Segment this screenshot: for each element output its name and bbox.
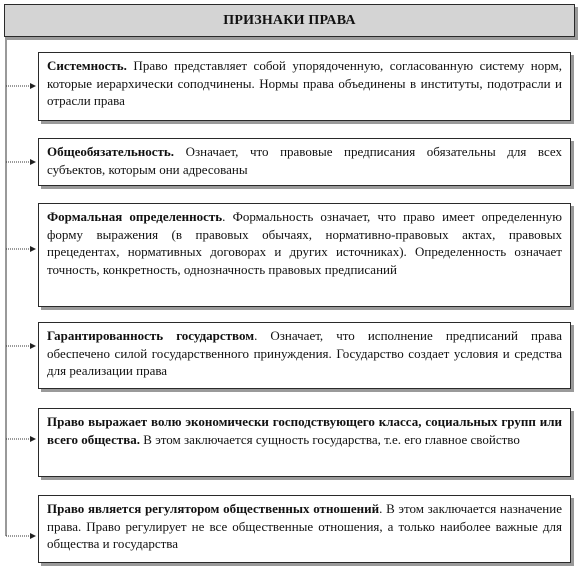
feature-term: Системность. (47, 58, 127, 73)
feature-text: Право представляет собой упорядоченную, согласованную систему норм, которые иерархически соподчинены. Нормы права объединены в институты, подотрасли и отрасли права (47, 58, 562, 108)
connector-arrow-3 (6, 246, 36, 252)
header-title: ПРИЗНАКИ ПРАВА (223, 12, 356, 28)
feature-text: . Означает, что исполнение предписаний права обеспечено силой государственного принуждения. Государство создает условия и средства для реализации права (47, 328, 562, 378)
connector-arrow-5 (6, 436, 36, 442)
feature-box-will-expression (38, 408, 571, 477)
feature-term: Право выражает волю экономически господствующего класса, социальных групп или всего общества. (47, 414, 562, 447)
feature-term: Гарантированность государством (47, 328, 255, 343)
connector-arrow-2 (6, 159, 36, 165)
feature-term: Право является регулятором общественных отношений (47, 501, 380, 516)
feature-text: Означает, что правовые предписания обязательны для всех субъектов, которым они адресованы (47, 144, 562, 177)
feature-box-regulator (38, 495, 571, 563)
feature-text: В этом заключается сущность государства, т.е. его главное свойство (140, 431, 520, 447)
connector-arrow-4 (6, 343, 36, 349)
feature-box-obligatory (38, 138, 571, 186)
feature-text: . В этом заключается назначение права. Право регулирует не все общественные отношения, а только наиболее важные для общества и государства (47, 501, 562, 551)
feature-term: Общеобязательность. (47, 144, 175, 159)
connector-arrow-6 (6, 533, 36, 539)
connector-arrow-1 (6, 83, 36, 89)
feature-box-state-guarantee (38, 322, 571, 389)
feature-box-systemic (38, 52, 571, 121)
feature-box-formal-certainty (38, 203, 571, 307)
feature-term: Формальная определенность (47, 209, 223, 224)
feature-text: . Формальность означает, что право имеет определенную форму выражения (в правовых обычаях, нормативно-правовых актах, правовых прецедентах, нормативных договорах и других источниках). Определенность означает точность, конкретность, однозначность правовых предписаний (47, 209, 562, 277)
